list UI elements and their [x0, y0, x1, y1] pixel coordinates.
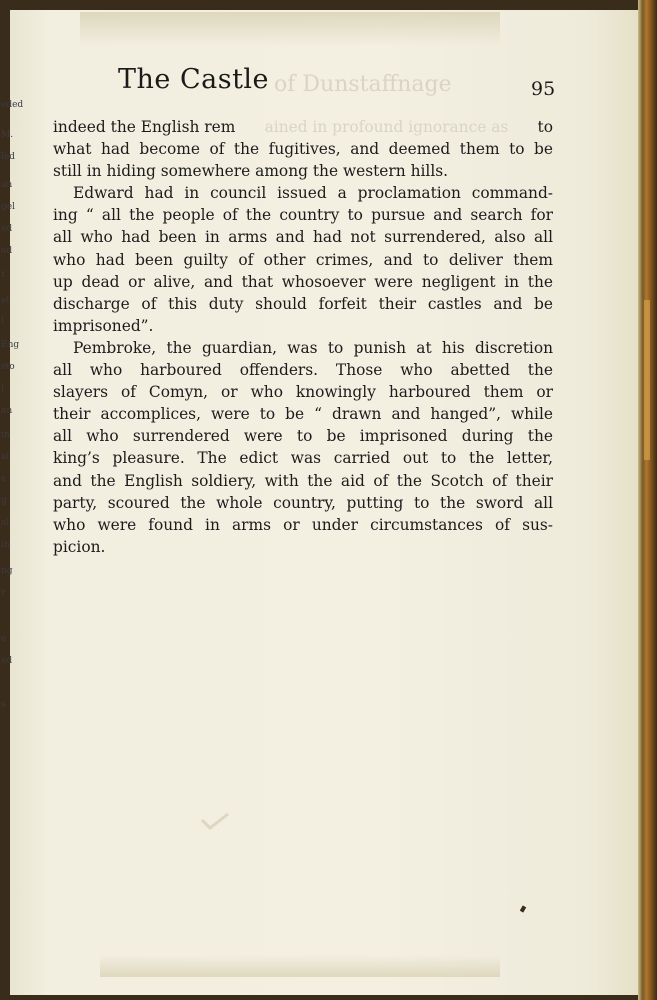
text-line: picion.	[53, 537, 106, 556]
bleed-fragment: ad	[1, 246, 13, 256]
bleed-fragment: sto	[1, 362, 15, 372]
page-number: 95	[531, 78, 556, 100]
page-top-shadow	[80, 12, 500, 46]
bleed-fragment: ng	[1, 566, 13, 576]
bleed-fragment: an	[1, 180, 13, 190]
bleed-fragment: Eng	[1, 340, 20, 350]
bleed-fragment: e	[1, 634, 7, 644]
text-line: all who harboured offenders. Those who abetted the	[53, 361, 553, 380]
bleed-fragment: r	[1, 588, 6, 598]
bleed-fragment: s	[1, 474, 6, 484]
text-line: slayers of Comyn, or who knowingly harboured them or	[53, 383, 553, 402]
text-line: imprisoned”.	[53, 316, 154, 335]
text-line: party, scoured the whole country, putting to the sword all	[53, 493, 553, 512]
bleed-fragment: s	[1, 700, 6, 710]
bleed-fragment: led	[1, 152, 15, 162]
bleed-fragment: ed	[1, 224, 13, 234]
bleed-fragment: l	[1, 316, 4, 326]
paragraph-start-line: Pembroke, the guardian, was to punish at his discretion	[73, 338, 553, 357]
text-line: still in hiding somewhere among the western hills.	[53, 162, 449, 181]
bleed-fragment: eded	[1, 100, 24, 110]
text-fragment: indeed the English rem	[53, 118, 236, 136]
running-header	[118, 64, 558, 104]
text-line: and the English soldiery, with the aid of the Scotch of their	[53, 471, 553, 490]
bleed-fragment: an	[1, 406, 13, 416]
faded-text-fragment: ained in profound ignorance as	[264, 118, 509, 136]
text-line: ing “ all the people of the country to pursue and search for	[53, 206, 553, 225]
text-line: who had been guilty of other crimes, and to deliver them	[53, 250, 553, 269]
bleed-fragment: al	[1, 452, 10, 462]
bleed-fragment: g	[1, 496, 7, 506]
bleed-fragment: ed	[1, 656, 13, 666]
faded-running-title: of Dunstaffnage	[274, 72, 452, 97]
text-line	[53, 116, 553, 138]
left-margin-bleed-through	[0, 100, 24, 720]
bleed-fragment: in	[1, 430, 10, 440]
text-line: who were found in arms or under circumstances of sus-	[53, 515, 553, 534]
bleed-fragment: M.	[1, 130, 14, 140]
text-line: discharge of this duty should forfeit their castles and be	[53, 294, 553, 313]
faint-pencil-mark	[200, 812, 230, 830]
body-text	[53, 116, 553, 558]
bleed-fragment: al	[1, 518, 10, 528]
bleed-fragment: el	[1, 296, 10, 306]
text-line: king’s pleasure. The edict was carried out to the letter,	[53, 449, 553, 468]
text-line: all who surrendered were to be imprisoned during the	[53, 427, 553, 446]
bleed-fragment: gel	[1, 202, 15, 212]
bleed-fragment: in	[1, 540, 10, 550]
text-line: what had become of the fugitives, and deemed them to be	[53, 140, 553, 159]
bleed-fragment: t	[1, 270, 5, 280]
bleed-fragment: l	[1, 384, 4, 394]
page-bottom-shadow	[100, 955, 500, 977]
text-fragment: to	[537, 118, 553, 136]
text-line: up dead or alive, and that whosoever were negligent in the	[53, 272, 553, 291]
paragraph-start-line: Edward had in council issued a proclamation command-	[73, 184, 553, 203]
book-spine-edge	[638, 0, 657, 1000]
text-line: their accomplices, were to be “ drawn and hanged”, while	[53, 405, 553, 424]
spine-highlight	[644, 300, 650, 460]
running-title: The Castle	[118, 64, 270, 95]
text-line: all who had been in arms and had not surrendered, also all	[53, 228, 553, 247]
